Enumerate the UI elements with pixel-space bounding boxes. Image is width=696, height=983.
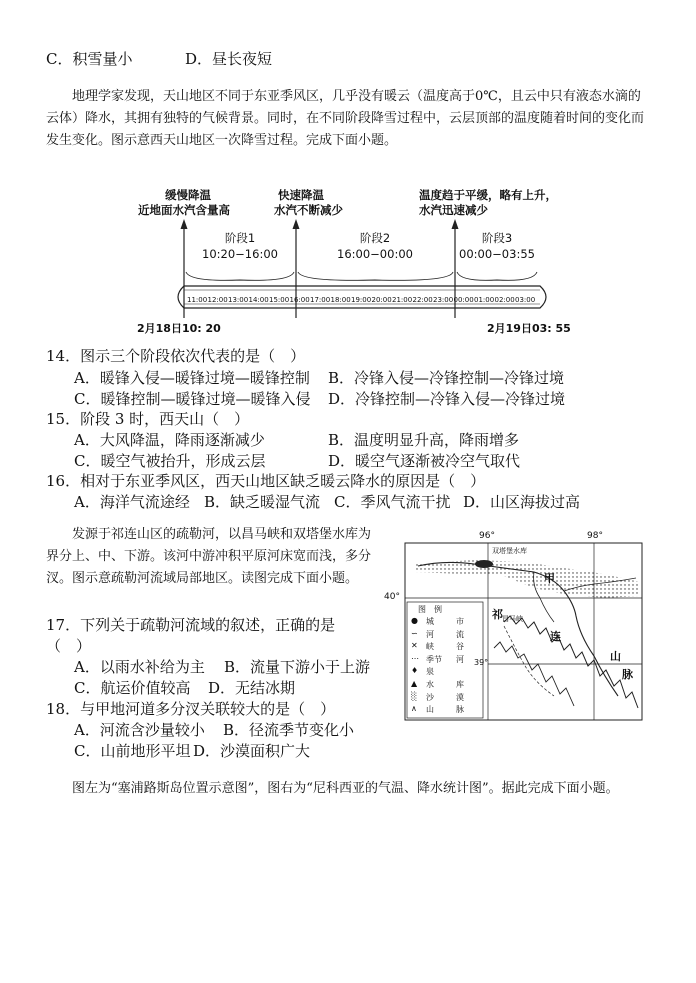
q15-stem: 15．阶段 3 时，西天山（ ） [46, 410, 250, 428]
stage3-time: 00:00−03:55 [459, 247, 535, 261]
timeline-tick: 15:00 [269, 296, 290, 304]
lon-98: 98° [587, 531, 603, 541]
legend-symbol-icon: ∧ [411, 704, 417, 714]
timeline-tick: 00:00 [453, 296, 474, 304]
q17-option-b: B．流量下游小于上游 [224, 658, 371, 676]
legend-label-left: 泉 [426, 667, 434, 677]
stage2-desc-line1: 快速降温 [278, 188, 324, 202]
timeline-tick: 16:00 [289, 296, 310, 304]
stage1-time: 10:20−16:00 [202, 247, 278, 261]
timeline-tick: 17:00 [310, 296, 331, 304]
q18-option-a: A．河流含沙量较小 [74, 721, 205, 739]
q18-stem: 18．与甲地河道多分汊关联较大的是（ ） [46, 700, 336, 718]
q16-option-b: B．缺乏暖湿气流 [204, 493, 321, 511]
timeline-tick: 11:00 [187, 296, 208, 304]
legend-symbol-icon: ▲ [411, 679, 418, 688]
timeline-tick: 18:00 [330, 296, 351, 304]
timeline-tick: 20:00 [371, 296, 392, 304]
stage2-time: 16:00−00:00 [337, 247, 413, 261]
jia-label: 甲 [544, 572, 555, 585]
legend-label-left: 沙 [426, 692, 434, 702]
legend-symbol-icon: ♦ [411, 666, 419, 676]
q17-option-c: C．航运价值较高 [74, 679, 191, 697]
stage1-desc-line2: 近地面水汽含量高 [138, 203, 230, 217]
timeline-tick: 21:00 [392, 296, 413, 304]
end-date: 2月19日03: 55 [487, 322, 571, 335]
reservoir-label: 双塔堡水库 [492, 547, 527, 555]
legend-label-left: 峡 [426, 642, 434, 652]
q17-stem: 17．下列关于疏勒河流域的叙述，正确的是 [46, 616, 336, 634]
legend-label-right: 库 [456, 680, 464, 689]
legend-label-right: 漠 [456, 692, 464, 702]
legend-label-left: 水 [426, 680, 434, 689]
timeline-tick: 03:00 [515, 296, 536, 304]
timeline-tick: 19:00 [351, 296, 372, 304]
q14-option-d: D．冷锋控制—冷锋入侵—冷锋过境 [328, 390, 566, 408]
stage2-desc-line2: 水汽不断减少 [274, 203, 343, 217]
timeline-tick: 23:00 [433, 296, 454, 304]
q16-stem: 16．相对于东亚季风区，西天山地区缺乏暖云降水的原因是（ ） [46, 472, 486, 490]
timeline-tick: 22:00 [412, 296, 433, 304]
timeline-axes [0, 0, 696, 340]
q16-option-d: D．山区海拔过高 [463, 493, 581, 511]
map-graphics [404, 536, 644, 722]
q17-option-d: D．无结冰期 [208, 679, 296, 697]
q16-option-a: A．海洋气流途经 [74, 493, 190, 511]
q15-option-c: C．暖空气被抬升，形成云层 [74, 452, 266, 470]
map-shan: 山 [610, 650, 621, 663]
q14-option-a: A．暖锋入侵—暖锋过境—暖锋控制 [74, 369, 310, 387]
q15-option-b: B．温度明显升高，降雨增多 [328, 431, 520, 449]
q18-option-c: C．山前地形平坦 [74, 742, 191, 760]
stage2-name: 阶段2 [359, 231, 391, 245]
lat-40: 40° [384, 592, 400, 602]
q15-option-d: D．暖空气逐渐被冷空气取代 [328, 452, 521, 470]
q14-stem: 14．图示三个阶段依次代表的是（ ） [46, 347, 306, 365]
shule-river-map [384, 531, 644, 722]
option-c: C．积雪量小 [46, 50, 133, 68]
q15-option-a: A．大风降温，降雨逐渐减少 [74, 431, 265, 449]
stage3-desc-line1: 温度趋于平缓，略有上升， [419, 188, 557, 202]
passage-tianshan: 地理学家发现，天山地区不同于东亚季风区，几乎没有暖云（温度高于0℃，且云中只有液态水滴的云体）降水，其拥有独特的气候背景。同时，在不同阶段降雪过程中，云层顶部的温度随着时间的变化而发生变化。图示意西天山地区一次降雪过程。完成下面小题。 [46, 89, 645, 148]
legend-label-left: 河 [426, 629, 434, 639]
legend-symbol-icon: ░ [411, 691, 418, 701]
timeline-tick: 01:00 [474, 296, 495, 304]
legend-label-right: 市 [456, 617, 464, 626]
legend-label-right: 流 [456, 629, 464, 639]
legend-label-right: 谷 [456, 642, 464, 652]
changma-label: 昌马峡 [502, 615, 523, 623]
q17-option-a: A．以雨水补给为主 [74, 658, 205, 676]
option-d: D．昼长夜短 [185, 50, 273, 68]
stage1-name: 阶段1 [224, 231, 256, 245]
lon-96: 96° [479, 531, 495, 541]
timeline-tick: 14:00 [248, 296, 269, 304]
q18-option-d: D．沙漠面积广大 [193, 742, 311, 760]
legend-label-right: 脉 [456, 705, 464, 715]
legend-title: 图 例 [418, 605, 442, 614]
timeline-tick: 12:00 [207, 296, 228, 304]
passage-shule-river: 发源于祁连山区的疏勒河，以昌马峡和双塔堡水库为界分上、中、下游。该河中游冲积平原河床宽而浅，多分汊。图示意疏勒河流域局部地区。读图完成下面小题。 [46, 527, 372, 586]
stage3-desc-line2: 水汽迅速减少 [419, 203, 488, 217]
stage3-name: 阶段3 [481, 231, 513, 245]
lat-39: 39° [474, 658, 489, 667]
legend-symbol-icon: ⋯ [411, 653, 419, 663]
legend-label-left: 山 [426, 705, 434, 715]
start-date: 2月18日10: 20 [137, 322, 221, 335]
q14-option-b: B．冷锋入侵—冷锋控制—冷锋过境 [328, 369, 565, 387]
map-lian: 连 [550, 630, 561, 643]
map-qi: 祁 [492, 608, 503, 621]
legend-symbol-icon: ✕ [411, 641, 418, 651]
legend-symbol-icon: ● [411, 616, 418, 625]
passage-cyprus: 图左为“塞浦路斯岛位置示意图”，图右为“尼科西亚的气温、降水统计图”。据此完成下面小题。 [72, 781, 619, 796]
q18-option-b: B．径流季节变化小 [223, 721, 355, 739]
legend-label-left: 季节 [426, 654, 442, 664]
timeline-tick: 13:00 [228, 296, 249, 304]
q16-option-c: C．季风气流干扰 [334, 493, 451, 511]
legend-label-left: 城 [426, 617, 434, 626]
q14-option-c: C．暖锋控制—暖锋过境—暖锋入侵 [74, 390, 311, 408]
map-mai: 脉 [622, 668, 633, 681]
q17-paren: （ ） [46, 637, 92, 655]
timeline-tick: 02:00 [494, 296, 515, 304]
legend-symbol-icon: ∽ [411, 628, 418, 638]
legend-label-right: 河 [456, 654, 464, 664]
stage1-desc-line1: 缓慢降温 [165, 188, 211, 202]
